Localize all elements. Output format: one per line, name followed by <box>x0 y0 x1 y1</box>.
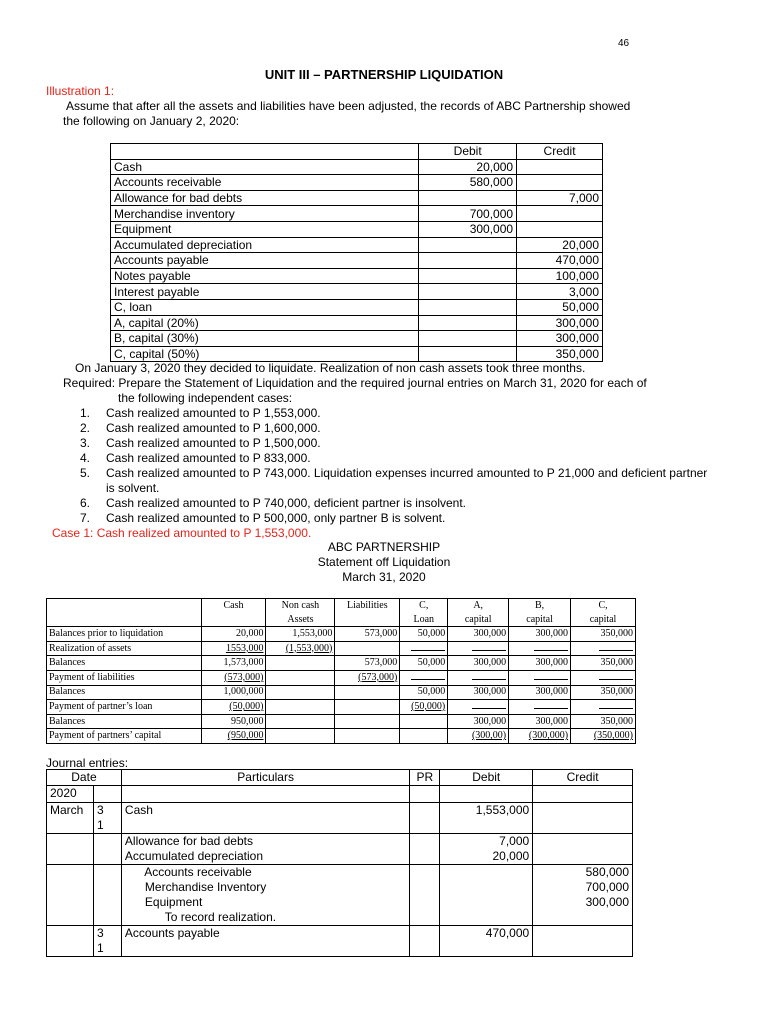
date-month <box>47 925 94 956</box>
case-number: 5. <box>80 466 91 480</box>
table-row <box>111 331 603 347</box>
debit-amount <box>419 331 517 347</box>
row-label: Payment of liabilities <box>47 670 202 685</box>
required-text: Required: Prepare the Statement of Liquidation and the required journal entries on March 31, 2020 for each of <box>63 376 647 390</box>
case-number: 2. <box>80 421 91 435</box>
posting-ref <box>410 864 440 925</box>
table-row <box>47 729 636 744</box>
account-name: Interest payable <box>111 284 419 300</box>
column-header: B, <box>509 599 571 613</box>
amount: 300,000 <box>509 627 571 642</box>
credit-amount <box>533 802 633 833</box>
case-number: 4. <box>80 451 91 465</box>
row-label: Balances <box>47 714 202 729</box>
table-row <box>47 700 636 715</box>
debit-amount: 20,000 <box>419 159 517 175</box>
column-header <box>47 613 202 627</box>
table-header-row <box>47 770 633 786</box>
amount: 300,000 <box>509 714 571 729</box>
trial-balance-table <box>110 143 603 362</box>
column-header: capital <box>571 613 636 627</box>
table-row <box>111 237 603 253</box>
credit-amount <box>533 833 633 864</box>
credit-amount: 300,000 <box>517 331 603 347</box>
amount <box>335 729 400 744</box>
credit-amount <box>517 175 603 191</box>
amount <box>335 641 400 656</box>
amount-value: (950,000 <box>227 730 264 742</box>
debit-amount: 580,000 <box>419 175 517 191</box>
table-row <box>47 833 633 864</box>
table-row <box>47 864 633 925</box>
amount <box>266 641 335 656</box>
column-header <box>111 144 419 160</box>
credit-amount: 350,000 <box>517 346 603 362</box>
underline-blank <box>400 670 448 685</box>
date-month: 2020 <box>47 786 94 802</box>
statement-name: Statement off Liquidation <box>317 555 451 569</box>
row-label: Balances prior to liquidation <box>47 627 202 642</box>
required-text-2: the following independent cases: <box>118 391 293 405</box>
table-row <box>111 346 603 362</box>
case-number: 3. <box>80 436 91 450</box>
page-number: 46 <box>618 38 630 49</box>
case-number: 7. <box>80 511 91 525</box>
amount <box>335 700 400 715</box>
posting-ref <box>410 833 440 864</box>
list-item <box>80 466 710 496</box>
table-row <box>47 641 636 656</box>
column-header: capital <box>509 613 571 627</box>
amount-value: (1,553,000) <box>285 642 333 654</box>
date-day: 3 1 <box>93 802 121 833</box>
amount <box>266 714 335 729</box>
date-month <box>47 833 94 864</box>
column-header <box>47 599 202 613</box>
date-day <box>93 786 121 802</box>
account-name: A, capital (20%) <box>111 315 419 331</box>
table-header-row <box>47 599 636 613</box>
amount <box>266 670 335 685</box>
table-row <box>47 656 636 671</box>
underline-blank <box>571 700 636 715</box>
row-label: Realization of assets <box>47 641 202 656</box>
amount: 950,000 <box>201 714 266 729</box>
amount: 350,000 <box>571 714 636 729</box>
credit-amount <box>517 221 603 237</box>
underline-blank <box>400 641 448 656</box>
column-header <box>335 613 400 627</box>
debit-amount: 300,000 <box>419 221 517 237</box>
case-text: Cash realized amounted to P 740,000, deficient partner is insolvent. <box>106 496 466 510</box>
debit-amount <box>419 268 517 284</box>
credit-amount: 3,000 <box>517 284 603 300</box>
column-header: Assets <box>266 613 335 627</box>
particulars: Cash <box>121 802 409 833</box>
case1-heading: Case 1: Cash realized amounted to P 1,553,000. <box>52 526 312 540</box>
posting-ref <box>410 786 440 802</box>
credit-amount: 580,000 700,000 300,000 <box>533 864 633 925</box>
table-row <box>47 627 636 642</box>
account-name: Accounts payable <box>111 253 419 269</box>
table-row <box>111 221 603 237</box>
table-header-row <box>47 613 636 627</box>
column-header: Credit <box>517 144 603 160</box>
account-name: Accounts receivable <box>111 175 419 191</box>
amount <box>400 714 448 729</box>
amount <box>266 729 335 744</box>
case-text: Cash realized amounted to P 833,000. <box>106 451 311 465</box>
credit-amount: 100,000 <box>517 268 603 284</box>
column-header: A, <box>448 599 509 613</box>
amount <box>571 729 636 744</box>
column-header: C, <box>400 599 448 613</box>
statement-company: ABC PARTNERSHIP <box>327 540 441 554</box>
list-item <box>80 496 710 511</box>
debit-amount <box>440 786 533 802</box>
amount: 20,000 <box>201 627 266 642</box>
underline-blank <box>509 641 571 656</box>
account-name: B, capital (30%) <box>111 331 419 347</box>
case-number: 6. <box>80 496 91 510</box>
credit-amount <box>517 159 603 175</box>
amount <box>201 700 266 715</box>
account-name: C, loan <box>111 299 419 315</box>
list-item <box>80 406 710 421</box>
credit-amount <box>533 786 633 802</box>
debit-amount <box>419 346 517 362</box>
amount: 300,000 <box>448 627 509 642</box>
debit-amount <box>419 284 517 300</box>
table-row <box>47 670 636 685</box>
amount: 350,000 <box>571 685 636 700</box>
credit-amount: 20,000 <box>517 237 603 253</box>
amount: 50,000 <box>400 656 448 671</box>
table-row <box>111 299 603 315</box>
table-row <box>111 315 603 331</box>
amount: 300,000 <box>509 685 571 700</box>
list-item <box>80 511 710 526</box>
column-header: Debit <box>440 770 533 786</box>
table-row <box>47 802 633 833</box>
particulars <box>121 786 409 802</box>
credit-amount: 7,000 <box>517 190 603 206</box>
amount-value: (300,000) <box>528 730 569 742</box>
column-header: PR <box>410 770 440 786</box>
account-name: Merchandise inventory <box>111 206 419 222</box>
amount <box>400 729 448 744</box>
account-name: Allowance for bad debts <box>111 190 419 206</box>
credit-amount <box>533 925 633 956</box>
amount-value: 1553,000 <box>225 642 264 654</box>
column-header: Liabilities <box>335 599 400 613</box>
debit-amount <box>440 864 533 925</box>
underline-blank <box>448 670 509 685</box>
amount-value: (50,000) <box>229 700 264 712</box>
list-item <box>80 451 710 466</box>
table-row <box>47 685 636 700</box>
table-row <box>47 925 633 956</box>
credit-amount: 50,000 <box>517 299 603 315</box>
amount: 1,553,000 <box>266 627 335 642</box>
debit-amount <box>419 237 517 253</box>
particulars: Accounts payable <box>121 925 409 956</box>
debit-amount: 7,000 20,000 <box>440 833 533 864</box>
table-row <box>111 284 603 300</box>
date-month: March <box>47 802 94 833</box>
amount: 573,000 <box>335 627 400 642</box>
illustration-label: Illustration 1: <box>46 84 115 98</box>
column-header: C, <box>571 599 636 613</box>
amount <box>266 685 335 700</box>
list-item <box>80 421 710 436</box>
credit-amount <box>517 206 603 222</box>
amount-value: (573,000) <box>358 671 398 683</box>
case-text: Cash realized amounted to P 743,000. Liquidation expenses incurred amounted to P 21,000 and deficient partner is solvent. <box>106 466 708 495</box>
journal-label: Journal entries: <box>46 756 129 770</box>
debit-amount <box>419 315 517 331</box>
column-header: Date <box>47 770 122 786</box>
amount: 350,000 <box>571 656 636 671</box>
column-header: Particulars <box>121 770 409 786</box>
column-header: Loan <box>400 613 448 627</box>
account-name: Equipment <box>111 221 419 237</box>
underline-blank <box>448 700 509 715</box>
narrative-liquidate: On January 3, 2020 they decided to liquidate. Realization of non cash assets took three months. <box>75 361 586 375</box>
amount <box>335 670 400 685</box>
amount <box>201 641 266 656</box>
amount <box>201 729 266 744</box>
amount-value: (573,000) <box>224 671 264 683</box>
credit-amount: 300,000 <box>517 315 603 331</box>
amount-value: (50,000) <box>411 700 446 712</box>
journal-entries-table <box>46 769 633 957</box>
table-row <box>111 159 603 175</box>
amount: 1,000,000 <box>201 685 266 700</box>
amount <box>448 729 509 744</box>
account-name: Cash <box>111 159 419 175</box>
table-row <box>111 206 603 222</box>
case-text: Cash realized amounted to P 1,553,000. <box>106 406 321 420</box>
table-row <box>111 175 603 191</box>
amount: 300,000 <box>448 714 509 729</box>
row-label: Balances <box>47 685 202 700</box>
debit-amount: 1,553,000 <box>440 802 533 833</box>
debit-amount <box>419 299 517 315</box>
debit-amount <box>419 190 517 206</box>
table-row <box>47 786 633 802</box>
amount <box>335 685 400 700</box>
row-label: Balances <box>47 656 202 671</box>
posting-ref <box>410 802 440 833</box>
underline-blank <box>571 641 636 656</box>
statement-date: March 31, 2020 <box>342 570 426 584</box>
page-title: UNIT III – PARTNERSHIP LIQUIDATION <box>264 67 504 82</box>
row-label: Payment of partners’ capital <box>47 729 202 744</box>
column-header <box>201 613 266 627</box>
amount: 50,000 <box>400 685 448 700</box>
column-header: capital <box>448 613 509 627</box>
debit-amount: 470,000 <box>440 925 533 956</box>
cases-list <box>80 406 710 526</box>
intro-text: Assume that after all the assets and liabilities have been adjusted, the records of ABC Partnership showed <box>66 99 631 113</box>
table-row <box>47 714 636 729</box>
amount <box>266 656 335 671</box>
column-header: Debit <box>419 144 517 160</box>
table-row <box>111 253 603 269</box>
amount: 300,000 <box>448 685 509 700</box>
posting-ref <box>410 925 440 956</box>
amount <box>266 700 335 715</box>
case-number: 1. <box>80 406 91 420</box>
date-month <box>47 864 94 925</box>
amount: 1,573,000 <box>201 656 266 671</box>
table-row <box>111 190 603 206</box>
debit-amount: 700,000 <box>419 206 517 222</box>
account-name: Accumulated depreciation <box>111 237 419 253</box>
case-text: Cash realized amounted to P 500,000, only partner B is solvent. <box>106 511 446 525</box>
column-header: Cash <box>201 599 266 613</box>
liquidation-statement-table <box>46 598 636 744</box>
credit-amount: 470,000 <box>517 253 603 269</box>
underline-blank <box>448 641 509 656</box>
row-label: Payment of partner’s loan <box>47 700 202 715</box>
column-header: Non cash <box>266 599 335 613</box>
account-name: C, capital (50%) <box>111 346 419 362</box>
amount-value: (350,000) <box>593 730 633 742</box>
amount <box>509 729 571 744</box>
amount: 300,000 <box>509 656 571 671</box>
amount <box>335 714 400 729</box>
amount: 573,000 <box>335 656 400 671</box>
amount: 350,000 <box>571 627 636 642</box>
case-text: Cash realized amounted to P 1,500,000. <box>106 436 321 450</box>
date-day: 3 1 <box>93 925 121 956</box>
debit-amount <box>419 253 517 269</box>
amount <box>400 700 448 715</box>
date-day <box>93 864 121 925</box>
particulars: Accounts receivable Merchandise Inventory Equipment To record realization. <box>121 864 409 925</box>
particulars: Allowance for bad debts Accumulated depreciation <box>121 833 409 864</box>
account-name: Notes payable <box>111 268 419 284</box>
table-header-row <box>111 144 603 160</box>
underline-blank <box>509 670 571 685</box>
underline-blank <box>509 700 571 715</box>
list-item <box>80 436 710 451</box>
amount <box>201 670 266 685</box>
case-text: Cash realized amounted to P 1,600,000. <box>106 421 321 435</box>
column-header: Credit <box>533 770 633 786</box>
date-day <box>93 833 121 864</box>
amount-value: (300,00) <box>471 730 507 742</box>
underline-blank <box>571 670 636 685</box>
intro-text-2: the following on January 2, 2020: <box>63 114 240 128</box>
amount: 50,000 <box>400 627 448 642</box>
amount: 300,000 <box>448 656 509 671</box>
table-row <box>111 268 603 284</box>
